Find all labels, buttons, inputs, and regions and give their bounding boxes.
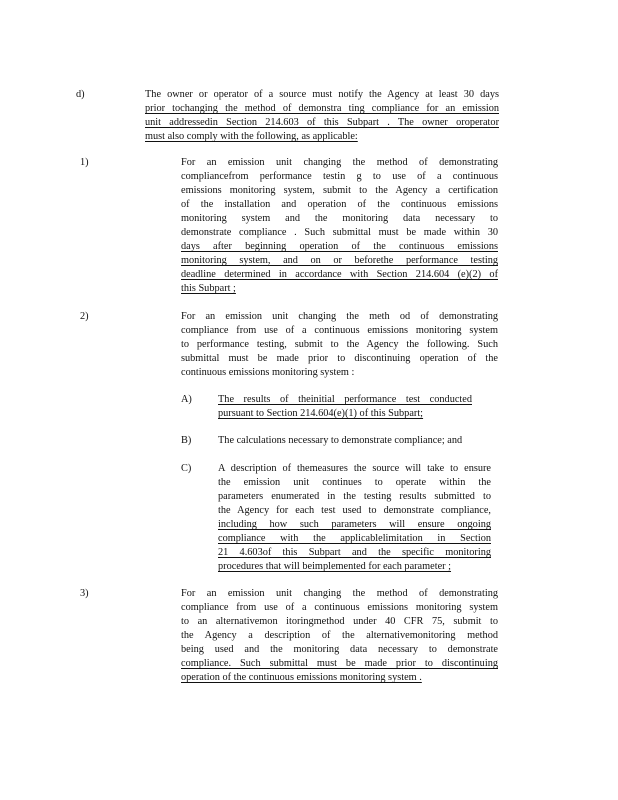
text-line: compliance. Such submittal must be made prior to discontinuing xyxy=(181,658,498,669)
text-line: demonstrate compliance . Such submittal must be made within 30 xyxy=(181,227,498,238)
text-line: this Subpart ; xyxy=(181,283,236,294)
text-line: unit addressedin Section 214.603 of this Subpart . The owner oroperator xyxy=(145,117,499,128)
text-line: must also comply with the following, as applicable: xyxy=(145,131,358,142)
label-1: 1) xyxy=(80,157,89,168)
text-line: continuous emissions monitoring system : xyxy=(181,367,355,378)
text-line: the emission unit continues to operate within the xyxy=(218,477,491,488)
paragraph-d xyxy=(145,88,499,144)
text-line: parameters enumerated in the testing results submitted to xyxy=(218,491,491,502)
text-line: prior tochanging the method of demonstra ting compliance for an emission xyxy=(145,103,499,114)
text-line: deadline determined in accordance with Section 214.604 (e)(2) of xyxy=(181,269,498,280)
label-C: C) xyxy=(181,463,192,474)
label-A: A) xyxy=(181,394,192,405)
text-line: being used and the monitoring data necessary to demonstrate xyxy=(181,644,498,655)
label-3: 3) xyxy=(80,588,89,599)
text-line: operation of the continuous emissions monitoring system . xyxy=(181,672,422,683)
paragraph-C xyxy=(218,462,491,574)
text-line: monitoring system, and on or beforethe performance testing xyxy=(181,255,498,266)
text-line: The results of theinitial performance test conducted xyxy=(218,394,472,405)
text-line: compliancefrom performance testin g to use of a continuous xyxy=(181,171,498,182)
text-line: submittal must be made prior to discontinuing operation of the xyxy=(181,353,498,364)
text-line: The owner or operator of a source must notify the Agency at least 30 days xyxy=(145,89,499,100)
text-line: The calculations necessary to demonstrate compliance; and xyxy=(218,435,463,446)
text-line: For an emission unit changing the method of demonstrating xyxy=(181,157,498,168)
text-line: to an alternativemon itoringmethod under 40 CFR 75, submit to xyxy=(181,616,498,627)
label-2: 2) xyxy=(80,311,89,322)
text-line: including how such parameters will ensure ongoing xyxy=(218,519,491,530)
text-line: compliance from use of a continuous emissions monitoring system xyxy=(181,602,498,613)
text-line: pursuant to Section 214.604(e)(1) of this Subpart; xyxy=(218,408,424,419)
text-line: emissions monitoring system, submit to the Agency a certification xyxy=(181,185,498,196)
label-B: B) xyxy=(181,435,192,446)
paragraph-2 xyxy=(181,310,498,380)
label-d: d) xyxy=(76,89,85,100)
paragraph-1 xyxy=(181,156,498,296)
paragraph-3 xyxy=(181,587,498,685)
text-line: A description of themeasures the source will take to ensure xyxy=(218,463,491,474)
text-line: For an emission unit changing the meth od of demonstrating xyxy=(181,311,498,322)
paragraph-A xyxy=(218,393,472,421)
text-line: the Agency a description of the alternativemonitoring method xyxy=(181,630,498,641)
text-line: compliance with the applicablelimitation in Section xyxy=(218,533,491,544)
text-line: to performance testing, submit to the Agency the following. Such xyxy=(181,339,498,350)
text-line: procedures that will beimplemented for each parameter ; xyxy=(218,561,452,572)
paragraph-B xyxy=(218,434,500,448)
text-line: the Agency for each test used to demonstrate compliance, xyxy=(218,505,491,516)
text-line: 21 4.603of this Subpart and the specific monitoring xyxy=(218,547,491,558)
text-line: For an emission unit changing the method of demonstrating xyxy=(181,588,498,599)
text-line: compliance from use of a continuous emissions monitoring system xyxy=(181,325,498,336)
text-line: of the installation and operation of the continuous emissions xyxy=(181,199,498,210)
text-line: days after beginning operation of the continuous emissions xyxy=(181,241,498,252)
text-line: monitoring system and the monitoring data necessary to xyxy=(181,213,498,224)
